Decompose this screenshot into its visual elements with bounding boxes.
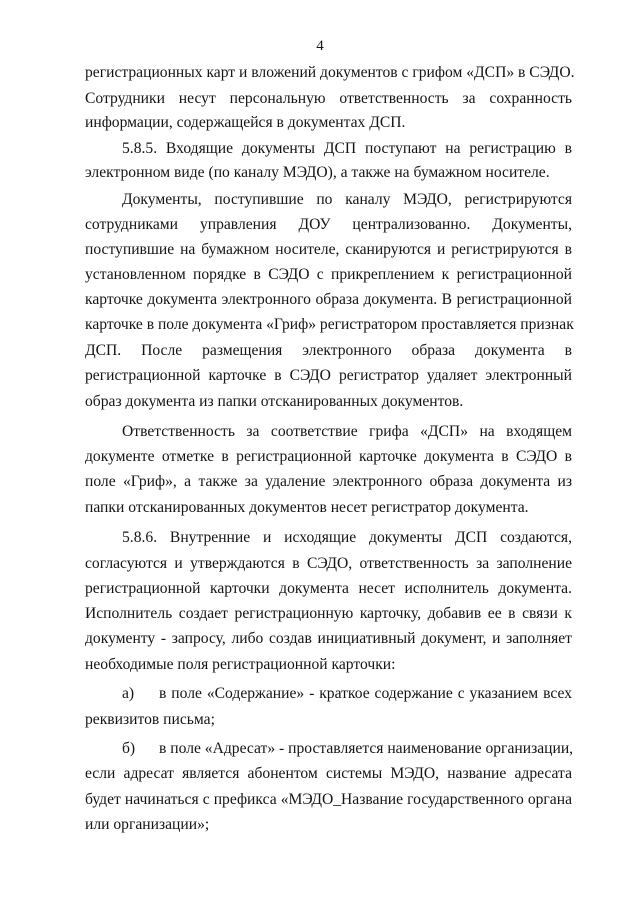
text-line: необходимые поля регистрационной карточки: bbox=[85, 656, 396, 673]
text-line: регистрационных карт и вложений документов с грифом «ДСП» в СЭДО. bbox=[85, 64, 575, 81]
text-line: карточке в поле документа «Гриф» регистратором проставляется признак bbox=[85, 316, 574, 333]
section-5-8-6-heading: 5.8.6. Внутренние и исходящие документы ДСП создаются, bbox=[122, 529, 572, 546]
text-line: сотрудниками управления ДОУ централизованно. Документы, bbox=[85, 216, 572, 233]
text-line: карточке документа электронного образа документа. В регистрационной bbox=[85, 291, 572, 308]
text-line: образ документа из папки отсканированных документов. bbox=[85, 393, 464, 410]
text-line: будет начинаться с префикса «МЭДО_Название государственного органа bbox=[85, 791, 572, 808]
list-item-label: а) bbox=[122, 685, 135, 702]
text-line: регистрационной карточки документа несет исполнитель документа. bbox=[85, 580, 572, 597]
list-item-text: в поле «Адресат» - проставляется наименование организации, bbox=[159, 740, 574, 757]
text-line: регистрационной карточке в СЭДО регистратор удаляет электронный bbox=[85, 367, 572, 384]
paragraph-start: Ответственность за соответствие грифа «ДСП» на входящем bbox=[122, 423, 572, 440]
list-item-label: б) bbox=[122, 740, 136, 757]
text-line: Исполнитель создает регистрационную карточку, добавив ее в связи к bbox=[85, 605, 572, 622]
text-line: документу - запросу, либо создав инициативный документ, и заполняет bbox=[85, 630, 572, 647]
text-line: если адресат является абонентом системы МЭДО, название адресата bbox=[85, 765, 572, 782]
paragraph-start: Документы, поступившие по каналу МЭДО, регистрируются bbox=[122, 191, 572, 208]
text-line: документе отметке в регистрационной карточке документа в СЭДО в bbox=[85, 448, 572, 465]
text-line: или организации»; bbox=[85, 816, 210, 833]
text-line: согласуются и утверждаются в СЭДО, ответственность за заполнение bbox=[85, 555, 572, 572]
text-line: установленном порядке в СЭДО с прикреплением к регистрационной bbox=[85, 266, 572, 283]
text-line: поступившие на бумажном носителе, сканируются и регистрируются в bbox=[85, 241, 572, 258]
section-5-8-5-heading: 5.8.5. Входящие документы ДСП поступают на регистрацию в bbox=[122, 140, 572, 157]
list-item-text: в поле «Содержание» - краткое содержание с указанием всех bbox=[159, 685, 572, 702]
text-line: ДСП. После размещения электронного образа документа в bbox=[85, 342, 572, 359]
text-line: реквизитов письма; bbox=[85, 711, 215, 728]
text-line: папки отсканированных документов несет регистратор документа. bbox=[85, 499, 529, 516]
text-line: электронном виде (по каналу МЭДО), а также на бумажном носителе. bbox=[85, 164, 550, 181]
text-line: информации, содержащейся в документах ДСП. bbox=[85, 114, 406, 131]
text-line: Сотрудники несут персональную ответственность за сохранность bbox=[85, 90, 572, 107]
text-line: поле «Гриф», а также за удаление электронного образа документа из bbox=[85, 473, 572, 490]
page-number: 4 bbox=[316, 38, 324, 54]
